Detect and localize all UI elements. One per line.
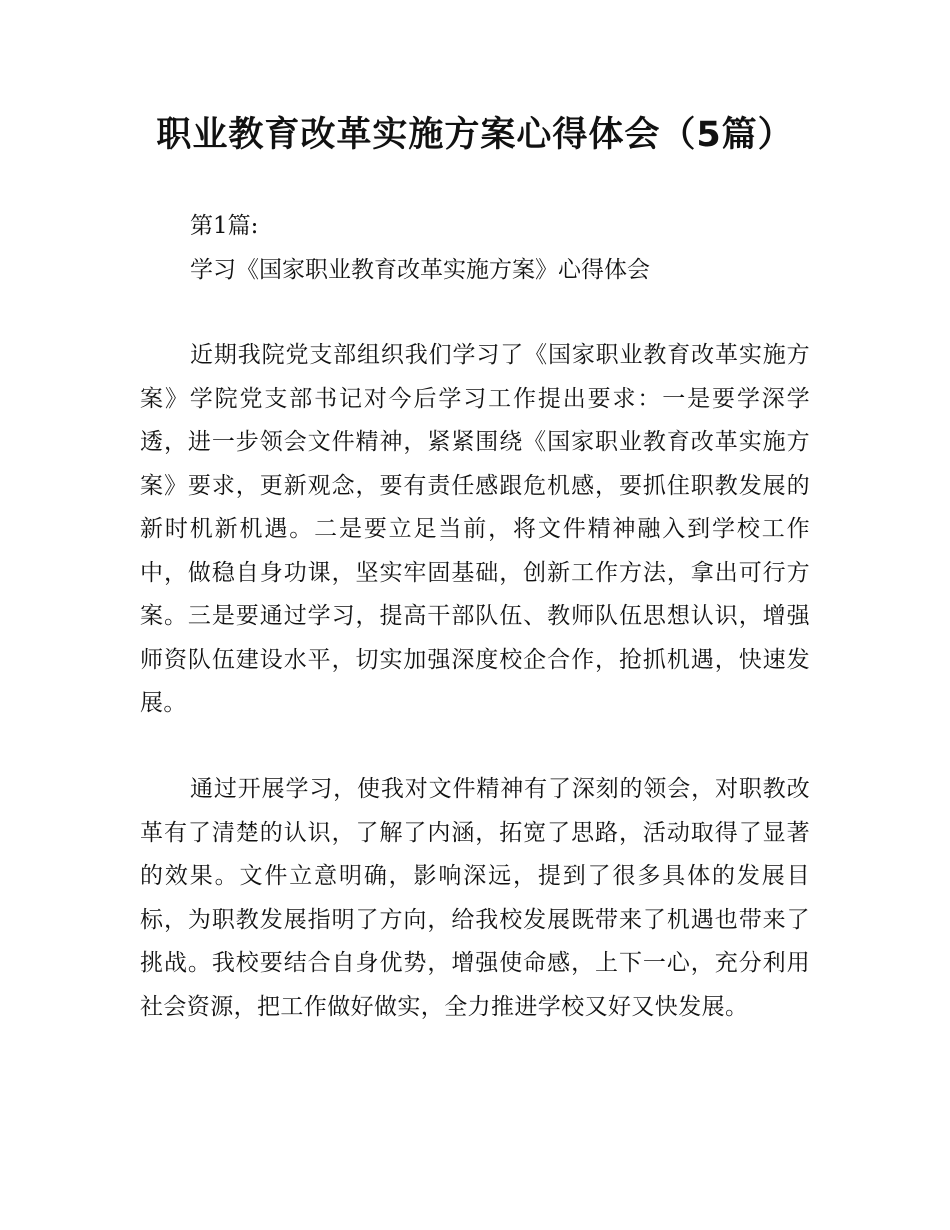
section-subtitle: 学习《国家职业教育改革实施方案》心得体会 [190,257,650,283]
body-paragraph-1: 近期我院党支部组织我们学习了《国家职业教育改革实施方案》学院党支部书记对今后学习工作提出要求：一是要学深学透，进一步领会文件精神，紧紧围绕《国家职业教育改革实施方案》要求，更新观念，要有责任感跟危机感，要抓住职教发展的新时机新机遇。二是要立足当前，将文件精神融入到学校工作中，做稳自身功课，坚实牢固基础，创新工作方法，拿出可行方案。三是要通过学习，提高干部队伍、教师队伍思想认识，增强师资队伍建设水平，切实加强深度校企合作，抢抓机遇，快速发展。 [140,342,810,716]
body-paragraph-2: 通过开展学习，使我对文件精神有了深刻的领会，对职教改革有了清楚的认识，了解了内涵，拓宽了思路，活动取得了显著的效果。文件立意明确，影响深远，提到了很多具体的发展目标，为职教发展指明了方向，给我校发展既带来了机遇也带来了挑战。我校要结合自身优势，增强使命感，上下一心，充分利用社会资源，把工作做好做实，全力推进学校又好又快发展。 [140,776,810,1020]
document-title: 职业教育改革实施方案心得体会（5篇） [156,115,794,155]
section-label: 第1篇: [190,213,259,239]
